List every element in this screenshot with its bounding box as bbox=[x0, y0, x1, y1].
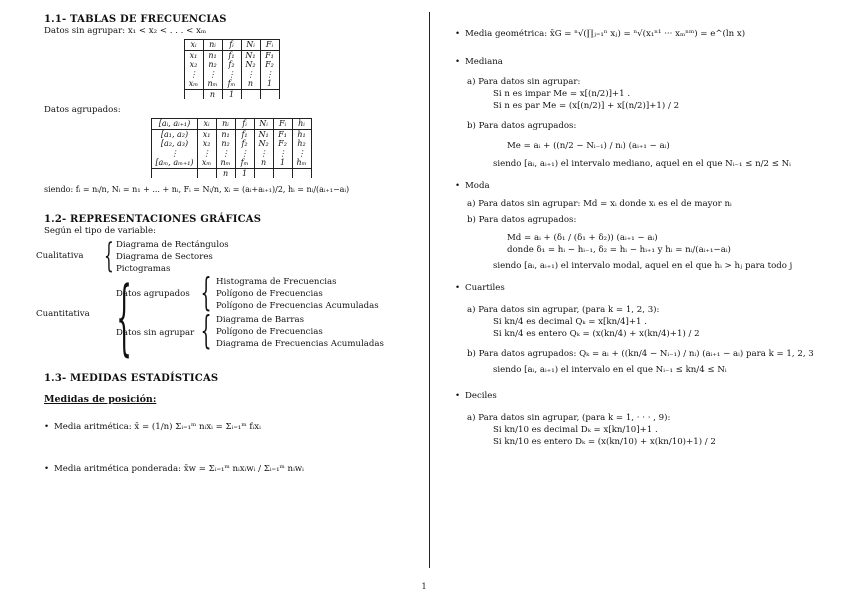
list-item: Polígono de Frecuencias bbox=[216, 327, 323, 337]
section-title-medidas: 1.3- MEDIDAS ESTADÍSTICAS bbox=[44, 373, 219, 384]
table-cell: Nᵢ bbox=[241, 40, 260, 51]
moda-b2: donde δ₁ = hᵢ − hᵢ₋₁, δ₂ = hᵢ − hᵢ₊₁ y hᵢ = nᵢ/(aᵢ₊₁−aᵢ) bbox=[507, 245, 731, 255]
frequency-table-grouped bbox=[151, 118, 311, 178]
table-cell: [a₁, a₂) bbox=[152, 129, 197, 139]
mediana-heading: • Mediana bbox=[455, 57, 503, 67]
brace-icon: { bbox=[103, 236, 114, 276]
table-cell: N₂ bbox=[254, 139, 273, 149]
mediana-b: b) Para datos agrupados: bbox=[467, 121, 577, 131]
table-cell: xᵢ bbox=[184, 40, 203, 51]
brace-icon: { bbox=[116, 270, 132, 365]
heading-label: Cuartiles bbox=[465, 283, 505, 293]
list-item: Polígono de Frecuencias Acumuladas bbox=[216, 301, 379, 311]
table-cell: n₁ bbox=[216, 129, 235, 139]
formula: Media geométrica: x̄G = ⁿ√(∏ⱼ₌₁ⁿ xⱼ) = ⁿ√(x₁ⁿ¹ ··· xₘⁿᵐ) = e^(ln x) bbox=[465, 29, 746, 39]
cuartiles-a: a) Para datos sin agrupar, (para k = 1, 2, 3): bbox=[467, 305, 660, 315]
deciles-a: a) Para datos sin agrupar, (para k = 1, · · · , 9): bbox=[467, 413, 671, 423]
table-cell: N₁ bbox=[241, 50, 260, 60]
table-cell: nₘ bbox=[216, 158, 235, 168]
cualitativa-label: Cualitativa bbox=[36, 251, 84, 261]
ungrouped-label: Datos sin agrupar: x₁ < x₂ < . . . < xₘ bbox=[44, 26, 207, 36]
table-row bbox=[184, 70, 279, 80]
deciles-a2: Si kn/10 es entero Dₖ = (x(kn/10) + x(kn/10)+1) / 2 bbox=[493, 437, 716, 447]
table-cell: ⋮ bbox=[260, 70, 279, 80]
media-ponderada: • Media aritmética ponderada: x̄w = Σᵢ₌₁ᵐ nᵢxᵢwᵢ / Σᵢ₌₁ᵐ nᵢwᵢ bbox=[44, 464, 304, 474]
table-cell bbox=[184, 89, 203, 99]
graphics-subtitle: Según el tipo de variable: bbox=[44, 226, 156, 236]
table-cell: n bbox=[203, 89, 222, 99]
cuartiles-b: b) Para datos agrupados: Qₖ = aᵢ + ((kn/4 − Nᵢ₋₁) / nᵢ) (aᵢ₊₁ − aᵢ) para k = 1, 2, 3 bbox=[467, 349, 814, 359]
table-cell: ⋮ bbox=[216, 149, 235, 159]
table-cell: 1 bbox=[235, 168, 254, 178]
cuartiles-b1: siendo [aᵢ, aᵢ₊₁) el intervalo en el que Nᵢ₋₁ ≤ kn/4 ≤ Nᵢ bbox=[493, 365, 727, 375]
table-cell: 1 bbox=[273, 158, 292, 168]
table-cell: ⋮ bbox=[152, 149, 197, 159]
table-cell: ⋮ bbox=[235, 149, 254, 159]
table-cell: F₂ bbox=[273, 139, 292, 149]
table-cell: ⋮ bbox=[197, 149, 216, 159]
table-row bbox=[152, 149, 311, 159]
table-cell: ⋮ bbox=[254, 149, 273, 159]
mediana-a2: Si n es par Me = (x[(n/2)] + x[(n/2)]+1) / 2 bbox=[493, 101, 680, 111]
table-cell: hₘ bbox=[292, 158, 311, 168]
table-cell: Fᵢ bbox=[260, 40, 279, 51]
table-row bbox=[152, 119, 311, 130]
table-row bbox=[184, 50, 279, 60]
agrupados-label: Datos agrupados bbox=[116, 289, 190, 299]
table-cell: xᵢ bbox=[197, 119, 216, 130]
section-title-representaciones: 1.2- REPRESENTACIONES GRÁFICAS bbox=[44, 214, 262, 225]
section-title-tablas: 1.1- TABLAS DE FRECUENCIAS bbox=[44, 14, 227, 25]
frequency-table-ungrouped bbox=[184, 39, 280, 99]
formula: Media aritmética: x̄ = (1/n) Σᵢ₌₁ᵐ nᵢxᵢ = Σᵢ₌₁ᵐ fᵢxᵢ bbox=[54, 422, 261, 432]
table-row bbox=[184, 40, 279, 51]
table-cell: f₁ bbox=[235, 129, 254, 139]
cuartiles-a2: Si kn/4 es entero Qₖ = (x(kn/4) + x(kn/4)+1) / 2 bbox=[493, 329, 700, 339]
table-cell: Nᵢ bbox=[254, 119, 273, 130]
table-cell: h₁ bbox=[292, 129, 311, 139]
table-cell: F₁ bbox=[273, 129, 292, 139]
table-cell bbox=[260, 89, 279, 99]
table-cell: f₁ bbox=[222, 50, 241, 60]
table-cell: fₘ bbox=[222, 79, 241, 89]
moda-a: a) Para datos sin agrupar: Md = xᵢ donde xᵢ es el de mayor nᵢ bbox=[467, 199, 732, 209]
medidas-posicion-heading: Medidas de posición: bbox=[44, 394, 157, 405]
media-geometrica: • Media geométrica: x̄G = ⁿ√(∏ⱼ₌₁ⁿ xⱼ) = ⁿ√(x₁ⁿ¹ ··· xₘⁿᵐ) = e^(ln x) bbox=[455, 29, 746, 39]
table-cell: nₘ bbox=[203, 79, 222, 89]
table-row bbox=[152, 139, 311, 149]
mediana-b1: Me = aᵢ + ((n/2 − Nᵢ₋₁) / nᵢ) (aᵢ₊₁ − aᵢ) bbox=[507, 141, 670, 151]
table-cell: [aᵢ, aᵢ₊₁) bbox=[152, 119, 197, 130]
list-item: Polígono de Frecuencias bbox=[216, 289, 323, 299]
table-cell: N₁ bbox=[254, 129, 273, 139]
deciles-heading: • Deciles bbox=[455, 391, 497, 401]
table-cell: n₂ bbox=[203, 60, 222, 70]
table-cell bbox=[152, 168, 197, 178]
table-cell: ⋮ bbox=[203, 70, 222, 80]
table-cell: x₁ bbox=[197, 129, 216, 139]
table-row bbox=[184, 60, 279, 70]
brace-icon: { bbox=[200, 270, 212, 314]
table-cell: n₂ bbox=[216, 139, 235, 149]
table-cell bbox=[254, 168, 273, 178]
cualitativa-list bbox=[116, 239, 229, 275]
right-column bbox=[455, 14, 835, 448]
cuartiles-heading: • Cuartiles bbox=[455, 283, 505, 293]
table-cell: ⋮ bbox=[241, 70, 260, 80]
list-item: Diagrama de Barras bbox=[216, 315, 305, 325]
mediana-b2: siendo [aᵢ, aᵢ₊₁) el intervalo mediano, aquel en el que Nᵢ₋₁ ≤ n/2 ≤ Nᵢ bbox=[493, 159, 791, 169]
table-cell: n bbox=[216, 168, 235, 178]
cuartiles-a1: Si kn/4 es decimal Qₖ = x[kn/4]+1 . bbox=[493, 317, 647, 327]
table-cell: [a₂, a₃) bbox=[152, 139, 197, 149]
table-cell bbox=[273, 168, 292, 178]
list-item: Pictogramas bbox=[116, 264, 171, 274]
mediana-a1: Si n es impar Me = x[(n/2)]+1 . bbox=[493, 89, 631, 99]
moda-b1: Md = aᵢ + (δ₁ / (δ₁ + δ₂)) (aᵢ₊₁ − aᵢ) bbox=[507, 233, 658, 243]
cuantitativa-label: Cuantitativa bbox=[36, 309, 90, 319]
table-cell: nᵢ bbox=[216, 119, 235, 130]
table-cell: hᵢ bbox=[292, 119, 311, 130]
table-cell: nᵢ bbox=[203, 40, 222, 51]
table-cell: h₂ bbox=[292, 139, 311, 149]
table-cell: xₘ bbox=[184, 79, 203, 89]
agrupados-list bbox=[216, 276, 379, 312]
column-divider bbox=[429, 12, 430, 568]
table-cell bbox=[197, 168, 216, 178]
formula: Media aritmética ponderada: x̄w = Σᵢ₌₁ᵐ nᵢxᵢwᵢ / Σᵢ₌₁ᵐ nᵢwᵢ bbox=[54, 464, 304, 474]
table-cell: ⋮ bbox=[292, 149, 311, 159]
table-cell: x₁ bbox=[184, 50, 203, 60]
table-cell: n bbox=[241, 79, 260, 89]
mediana-a: a) Para datos sin agrupar: bbox=[467, 77, 581, 87]
graphics-classification bbox=[36, 236, 419, 365]
table-cell: n₁ bbox=[203, 50, 222, 60]
table-cell: f₂ bbox=[235, 139, 254, 149]
table-cell: 1 bbox=[260, 79, 279, 89]
list-item: Diagrama de Sectores bbox=[116, 252, 213, 262]
page-number: 1 bbox=[421, 582, 427, 591]
definitions-text: siendo: fᵢ = nᵢ/n, Nᵢ = n₁ + ... + nᵢ, Fᵢ = Nᵢ/n, xᵢ = (aᵢ+aᵢ₊₁)/2, hᵢ = nᵢ/(aᵢ₊₁−aᵢ) bbox=[44, 185, 350, 194]
table-cell: fₘ bbox=[235, 158, 254, 168]
table-cell: ⋮ bbox=[273, 149, 292, 159]
table-cell: x₂ bbox=[197, 139, 216, 149]
table-cell: n bbox=[254, 158, 273, 168]
table-cell: fᵢ bbox=[235, 119, 254, 130]
table-cell: N₂ bbox=[241, 60, 260, 70]
heading-label: Moda bbox=[465, 181, 490, 191]
table-cell: F₂ bbox=[260, 60, 279, 70]
moda-b3: siendo [aᵢ, aᵢ₊₁) el intervalo modal, aquel en el que hᵢ > hⱼ para todo j bbox=[493, 261, 793, 271]
table-cell: ⋮ bbox=[222, 70, 241, 80]
table-row bbox=[184, 79, 279, 89]
table-cell: Fᵢ bbox=[273, 119, 292, 130]
table-cell bbox=[292, 168, 311, 178]
table-row bbox=[152, 158, 311, 168]
table-cell: 1 bbox=[222, 89, 241, 99]
list-item: Diagrama de Frecuencias Acumuladas bbox=[216, 339, 384, 349]
table-cell: xₘ bbox=[197, 158, 216, 168]
moda-heading: • Moda bbox=[455, 181, 490, 191]
sin-agrupar-label: Datos sin agrupar bbox=[116, 328, 195, 338]
left-column bbox=[36, 14, 419, 475]
table-cell: f₂ bbox=[222, 60, 241, 70]
list-item: Diagrama de Rectángulos bbox=[116, 240, 229, 250]
grouped-label: Datos agrupados: bbox=[44, 105, 121, 115]
brace-icon: { bbox=[200, 308, 212, 352]
table-cell: [aₘ, aₘ₊₁) bbox=[152, 158, 197, 168]
table-cell: ⋮ bbox=[184, 70, 203, 80]
table-row bbox=[152, 168, 311, 178]
table-cell: F₁ bbox=[260, 50, 279, 60]
sin-agrupar-list bbox=[216, 314, 384, 350]
media-aritmetica: • Media aritmética: x̄ = (1/n) Σᵢ₌₁ᵐ nᵢxᵢ = Σᵢ₌₁ᵐ fᵢxᵢ bbox=[44, 422, 261, 432]
table-row bbox=[184, 89, 279, 99]
table-cell: fᵢ bbox=[222, 40, 241, 51]
heading-label: Mediana bbox=[465, 57, 503, 67]
deciles-a1: Si kn/10 es decimal Dₖ = x[kn/10]+1 . bbox=[493, 425, 658, 435]
heading-label: Deciles bbox=[465, 391, 497, 401]
moda-b: b) Para datos agrupados: bbox=[467, 215, 577, 225]
table-cell: x₂ bbox=[184, 60, 203, 70]
table-cell bbox=[241, 89, 260, 99]
list-item: Histograma de Frecuencias bbox=[216, 277, 337, 287]
table-row bbox=[152, 129, 311, 139]
